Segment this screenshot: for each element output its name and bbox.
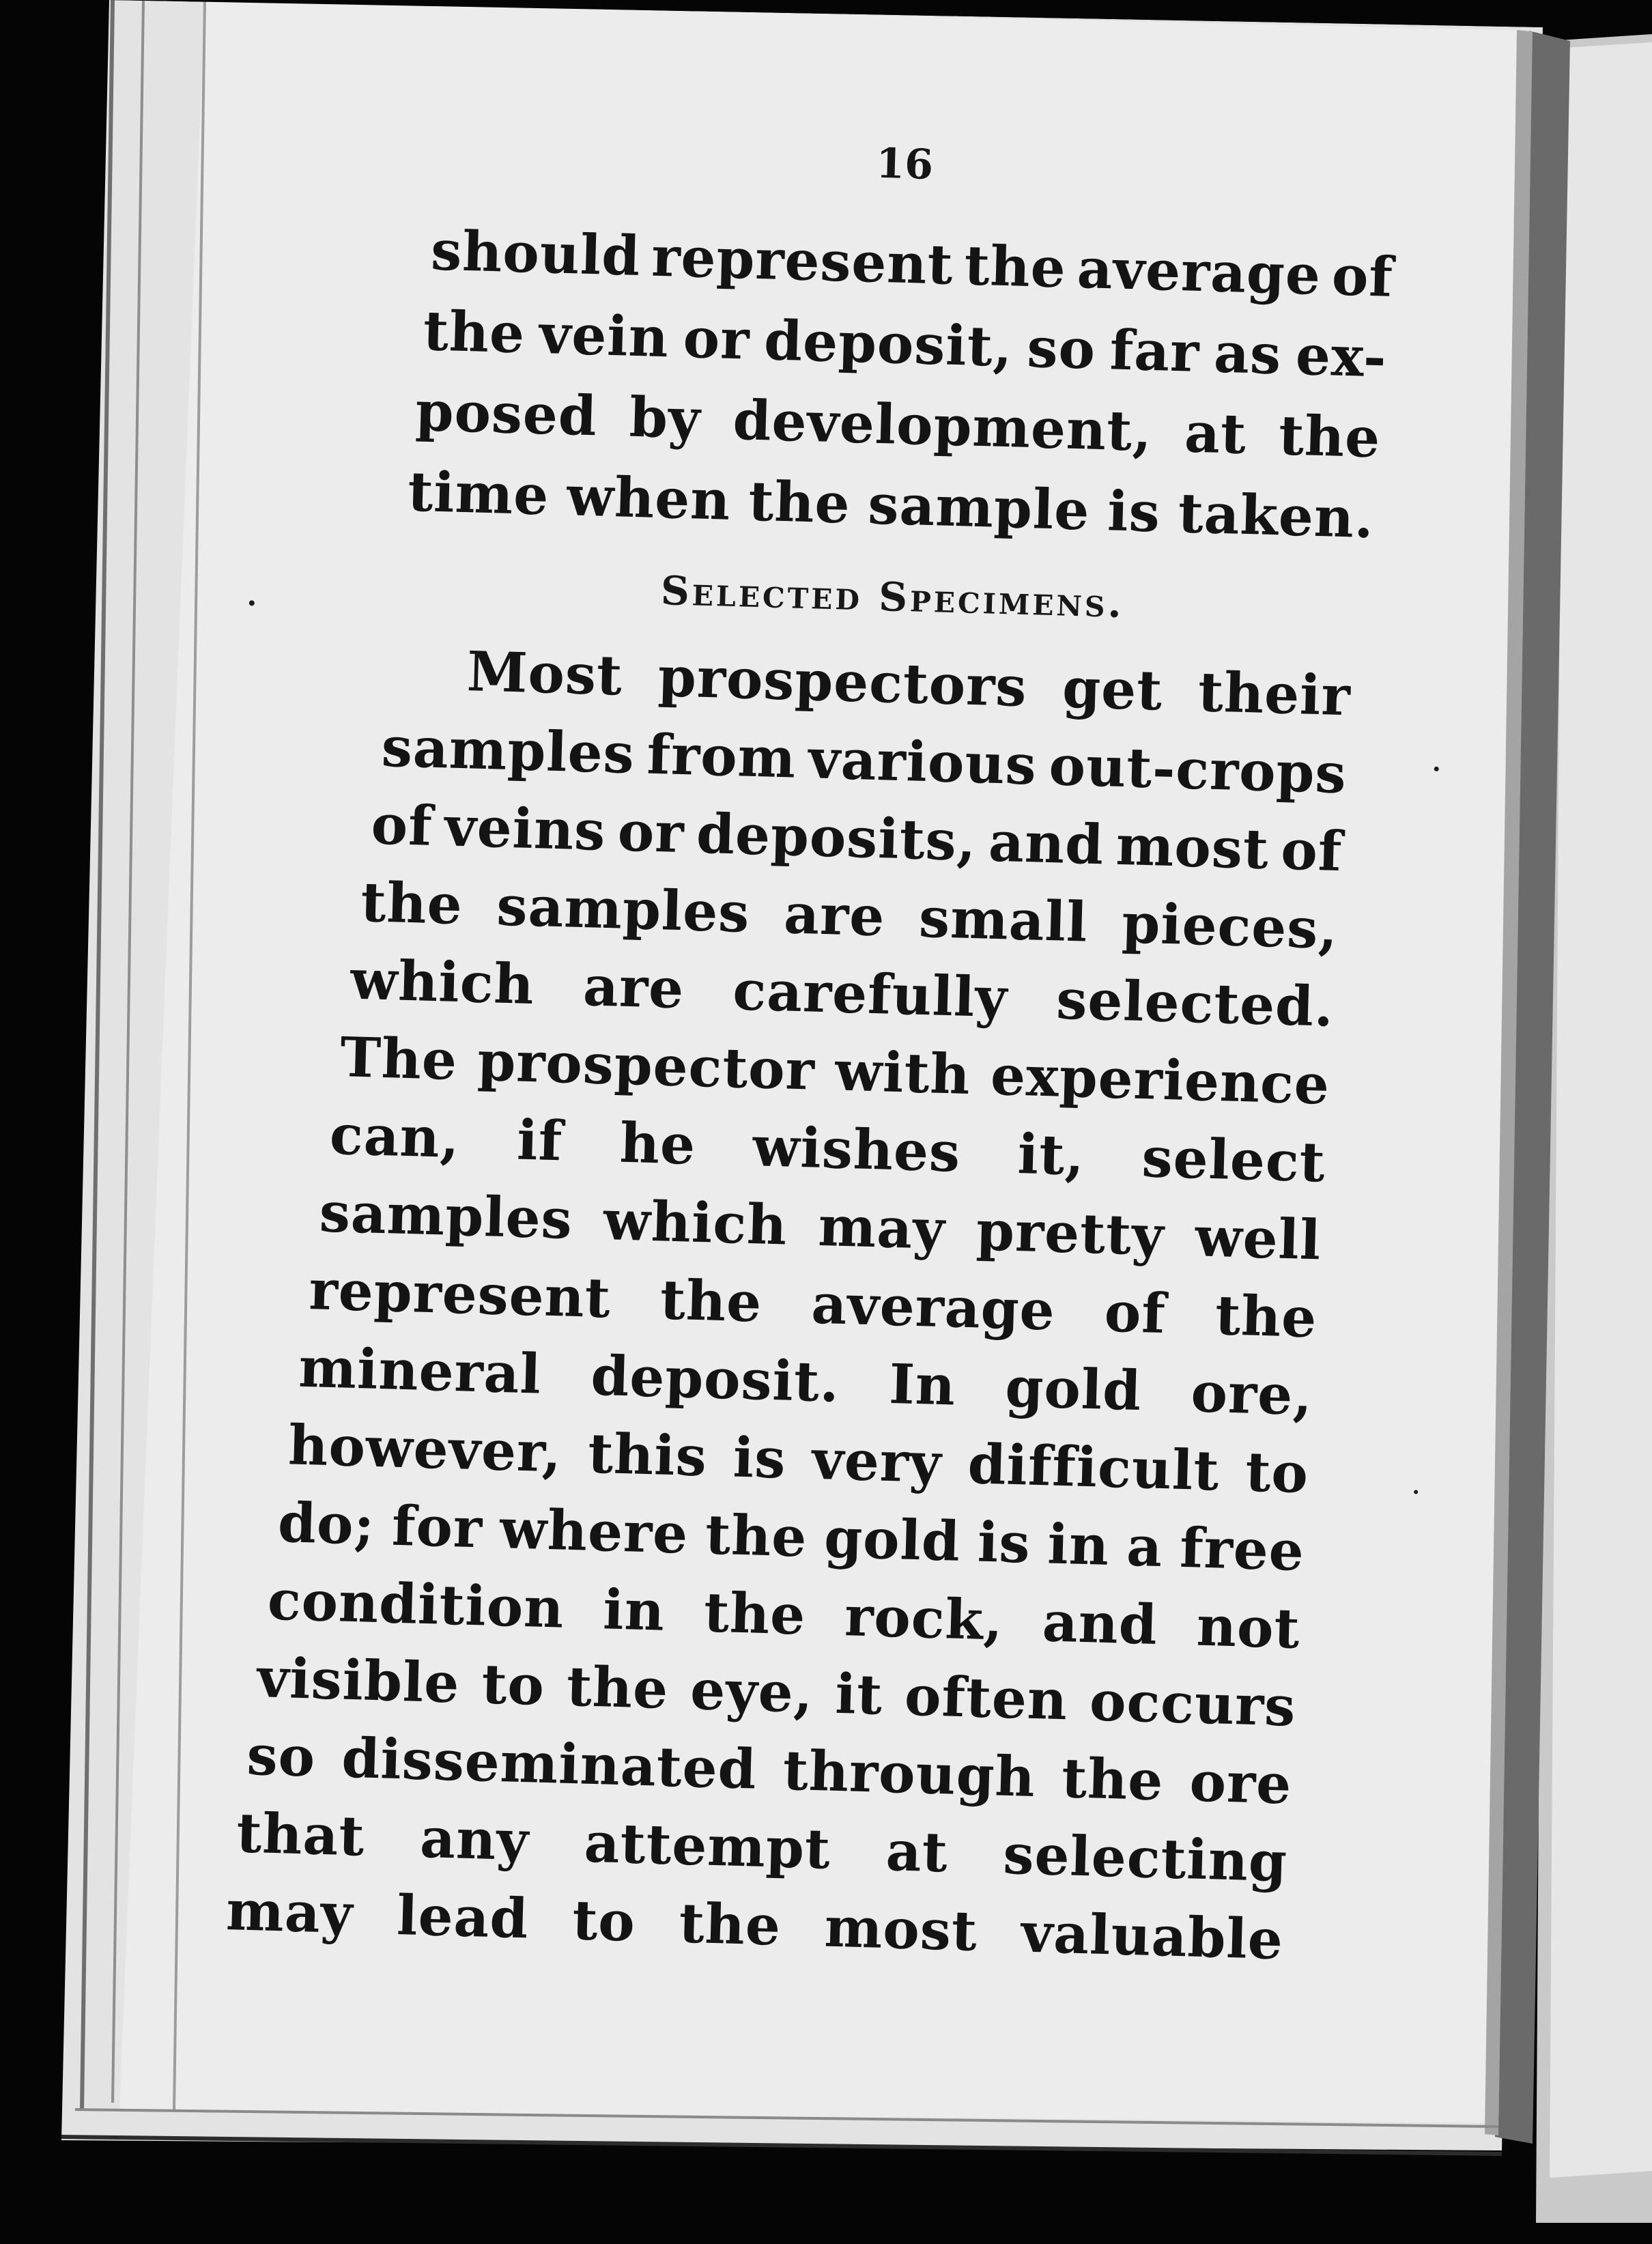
word: and: [987, 809, 1105, 877]
word: of: [1280, 817, 1343, 884]
text-line: [422, 298, 1388, 390]
word: veins: [444, 794, 607, 863]
word: this: [587, 1421, 709, 1489]
word: various: [808, 726, 1038, 797]
ink-speck: [1434, 767, 1439, 771]
word: the: [678, 1890, 782, 1958]
text-line: [236, 1800, 1289, 1894]
word: it: [834, 1661, 884, 1727]
word: to: [1244, 1439, 1310, 1506]
word: taken.: [1177, 481, 1376, 551]
word: which: [602, 1188, 788, 1258]
word: valuable: [1020, 1900, 1285, 1972]
text-line: [350, 947, 1335, 1039]
word: and: [1041, 1589, 1159, 1657]
word: so: [246, 1722, 317, 1789]
word: if: [516, 1107, 564, 1174]
word: with: [834, 1038, 972, 1107]
word: ore,: [1190, 1360, 1314, 1428]
word: free: [1179, 1515, 1305, 1583]
text-line: [414, 378, 1382, 470]
word: The: [339, 1025, 459, 1092]
word: average: [810, 1271, 1056, 1343]
word: represent: [651, 224, 954, 297]
word: can,: [328, 1102, 461, 1171]
word: ex-: [1294, 322, 1388, 390]
word: pretty: [975, 1198, 1165, 1268]
word: that: [236, 1800, 366, 1869]
word: well: [1194, 1204, 1322, 1273]
word: the: [1277, 403, 1382, 470]
word: not: [1195, 1593, 1301, 1661]
word: any: [419, 1805, 530, 1873]
word: deposit.: [590, 1343, 841, 1415]
word: the: [1060, 1746, 1165, 1813]
word: the: [702, 1580, 807, 1647]
text-line: [370, 792, 1343, 884]
word: when: [566, 464, 732, 532]
word: are: [582, 954, 685, 1021]
word: occurs: [1088, 1668, 1297, 1739]
ink-speck: [249, 600, 255, 606]
word: lead: [396, 1883, 530, 1951]
text-line: [276, 1490, 1305, 1583]
word: difficult: [967, 1432, 1221, 1503]
word: visible: [256, 1645, 461, 1716]
word: so: [1026, 315, 1097, 382]
word: the: [360, 869, 464, 937]
text-line: [466, 639, 1352, 728]
word: In: [888, 1351, 957, 1418]
word: gold: [1004, 1354, 1143, 1423]
word: most: [823, 1894, 979, 1963]
word: in: [1046, 1511, 1111, 1578]
word: or: [682, 305, 751, 372]
word: very: [811, 1427, 943, 1496]
text-line: [318, 1180, 1322, 1273]
text-line: [360, 869, 1339, 961]
word: by: [628, 384, 702, 451]
word: time: [407, 459, 550, 528]
word: condition: [266, 1567, 565, 1641]
word: prospector: [476, 1028, 816, 1103]
word: experience: [990, 1042, 1331, 1117]
word: represent: [308, 1258, 612, 1331]
word: samples: [380, 714, 636, 786]
word: often: [903, 1663, 1069, 1733]
word: the: [963, 233, 1068, 300]
word: selected.: [1055, 967, 1335, 1039]
text-line: [225, 1878, 1285, 1972]
word: the: [422, 298, 526, 366]
word: rock,: [844, 1584, 1005, 1653]
word: selecting: [1002, 1821, 1289, 1894]
word: as: [1212, 320, 1283, 387]
word: is: [1107, 479, 1162, 545]
word: is: [976, 1509, 1031, 1576]
text-line: [287, 1412, 1310, 1506]
word: should: [430, 218, 642, 289]
word: attempt: [583, 1810, 832, 1881]
word: to: [571, 1888, 637, 1954]
word: samples: [496, 873, 751, 945]
word: do;: [276, 1490, 376, 1557]
word: Most: [466, 639, 624, 708]
ink-speck: [1414, 1490, 1418, 1494]
word: for: [390, 1493, 484, 1561]
word: of: [1330, 243, 1395, 309]
word: through: [782, 1737, 1037, 1810]
word: however,: [287, 1412, 563, 1485]
word: pieces,: [1121, 891, 1339, 961]
word: posed: [414, 378, 599, 449]
word: it,: [1016, 1121, 1086, 1188]
word: most: [1115, 812, 1270, 882]
word: is: [732, 1425, 787, 1491]
word: of: [1103, 1279, 1167, 1346]
word: eye,: [689, 1657, 814, 1725]
text-line: [380, 714, 1348, 806]
word: far: [1109, 317, 1201, 384]
word: ore: [1188, 1749, 1293, 1817]
word: deposit,: [763, 308, 1014, 380]
word: where: [498, 1496, 689, 1566]
text-line: [339, 1025, 1331, 1117]
word: carefully: [732, 958, 1009, 1030]
word: from: [646, 722, 797, 791]
text-line: [266, 1567, 1301, 1661]
text-line: [246, 1722, 1293, 1817]
text-line: [256, 1645, 1297, 1739]
word: the: [659, 1267, 763, 1335]
word: development,: [732, 387, 1154, 464]
word: may: [225, 1878, 354, 1946]
word: sample: [867, 472, 1091, 543]
word: samples: [318, 1180, 573, 1251]
text-line: [430, 218, 1395, 309]
word: are: [783, 881, 886, 949]
word: wishes: [752, 1114, 962, 1184]
word: vein: [538, 301, 670, 370]
text-line: [407, 459, 1376, 551]
word: the: [704, 1502, 808, 1570]
word: which: [350, 947, 536, 1017]
word: he: [618, 1110, 697, 1177]
word: out-crops: [1048, 733, 1348, 806]
text-line: [328, 1102, 1326, 1195]
word: small: [917, 885, 1089, 954]
word: prospectors: [657, 644, 1028, 720]
word: a: [1126, 1514, 1164, 1580]
section-heading: Selected Specimens.: [660, 567, 1125, 627]
word: at: [885, 1818, 949, 1885]
word: at: [1183, 400, 1248, 466]
word: get: [1062, 655, 1164, 723]
word: the: [565, 1653, 670, 1721]
word: may: [817, 1193, 947, 1262]
word: the: [747, 468, 851, 536]
word: to: [481, 1651, 546, 1718]
text-line: [308, 1258, 1318, 1350]
text-line: [298, 1335, 1314, 1428]
word: in: [602, 1577, 666, 1643]
word: disseminated: [341, 1725, 758, 1802]
word: select: [1141, 1125, 1326, 1195]
word: average: [1076, 236, 1322, 307]
word: gold: [823, 1505, 962, 1574]
page-number: 16: [875, 139, 934, 189]
word: their: [1197, 659, 1352, 728]
word: or: [616, 799, 685, 866]
word: deposits,: [695, 801, 978, 874]
word: of: [370, 792, 433, 858]
word: mineral: [298, 1335, 543, 1406]
word: the: [1214, 1283, 1318, 1350]
